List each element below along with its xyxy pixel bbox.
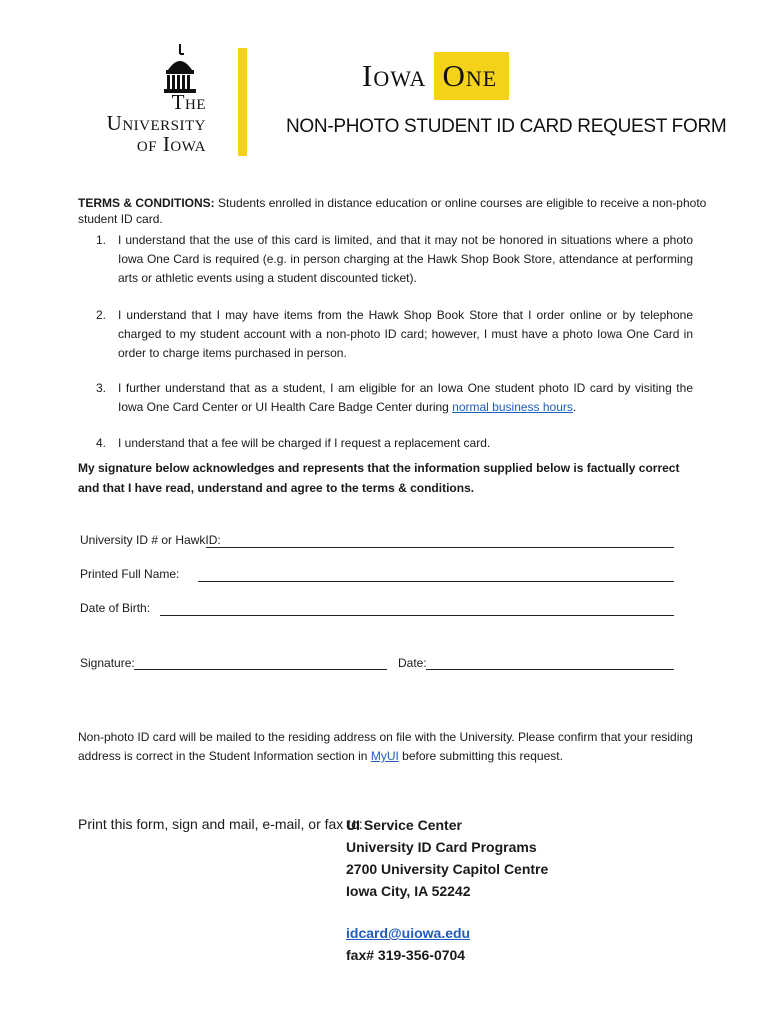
university-logo — [80, 42, 210, 160]
address-line: Iowa City, IA 52242 — [346, 883, 471, 899]
date-field[interactable] — [426, 669, 674, 670]
gold-divider — [238, 48, 247, 156]
list-item-number: 4. — [96, 436, 107, 450]
date-label: Date: — [398, 656, 427, 670]
dob-label: Date of Birth: — [80, 601, 151, 615]
list-item-text-before: I further understand that as a student, I am eligible for an Iowa One student photo ID card by visiting the Iowa One Card Center or UI Health Care Badge Center during — [118, 381, 693, 414]
acknowledgement: My signature below acknowledges and represents that the information supplied below is factually correct and that I have read, understand and agree to the terms & conditions. — [78, 461, 680, 495]
address-line: UI Service Center — [346, 817, 462, 833]
terms-intro — [78, 195, 718, 227]
brand-part-one: One — [434, 52, 509, 100]
logo-line-3: of Iowa — [136, 132, 206, 156]
list-item-text: I understand that I may have items from the Hawk Shop Book Store that I order online or by telephone charged to my student account with a non-photo ID card; however, I must have a photo Iowa One Card in order to charge items purchased in person. — [118, 308, 693, 360]
address-line: 2700 University Capitol Centre — [346, 861, 549, 877]
mailing-note-text-after: before submitting this request. — [398, 749, 563, 763]
iowa-one-logo — [358, 52, 509, 100]
address-line: University ID Card Programs — [346, 839, 537, 855]
signature-field[interactable] — [134, 669, 387, 670]
logo-line-1: The — [171, 90, 206, 114]
list-item-number: 2. — [96, 308, 107, 322]
dob-field[interactable] — [160, 615, 674, 616]
mailing-address — [346, 814, 548, 902]
list-item-text: I understand that the use of this card is limited, and that it may not be honored in situations where a photo Iowa One Card is required (e.g. in person charging at the Hawk Shop Book Store, attendance at performing arts or athletic events using a student discounted ticket). — [118, 233, 693, 285]
full-name-label: Printed Full Name: — [80, 567, 180, 581]
fax-number: fax# 319-356-0704 — [346, 947, 466, 963]
terms-intro-text: Students enrolled in distance education or online courses are eligible to receive a non-photo student ID card. — [78, 196, 707, 226]
university-id-field[interactable] — [206, 547, 674, 548]
email-link[interactable]: idcard@uiowa.edu — [346, 925, 471, 941]
mailing-note — [78, 728, 708, 766]
page-title: NON-PHOTO STUDENT ID CARD REQUEST FORM — [286, 116, 727, 137]
list-item-text: I understand that a fee will be charged if I request a replacement card. — [118, 436, 491, 450]
print-instruction: Print this form, sign and mail, e-mail, or fax to: — [78, 816, 363, 832]
myui-link[interactable]: MyUI — [370, 749, 399, 763]
brand-part-iowa: Iowa — [358, 52, 434, 100]
terms-heading: TERMS & CONDITIONS: — [78, 196, 215, 210]
signature-label: Signature: — [80, 656, 135, 670]
business-hours-link[interactable]: normal business hours — [452, 400, 573, 414]
logo-line-2: University — [106, 111, 206, 135]
list-item-text — [118, 379, 693, 417]
full-name-field[interactable] — [198, 581, 674, 582]
list-item-number: 1. — [96, 233, 107, 247]
university-id-label: University ID # or HawkID: — [80, 533, 221, 547]
list-item-number: 3. — [96, 381, 107, 395]
list-item-text-after: . — [572, 400, 577, 414]
mailing-note-text: Non-photo ID card will be mailed to the residing address on file with the University. Please confirm that your residing address is correct in the Student Information section in — [78, 730, 693, 763]
